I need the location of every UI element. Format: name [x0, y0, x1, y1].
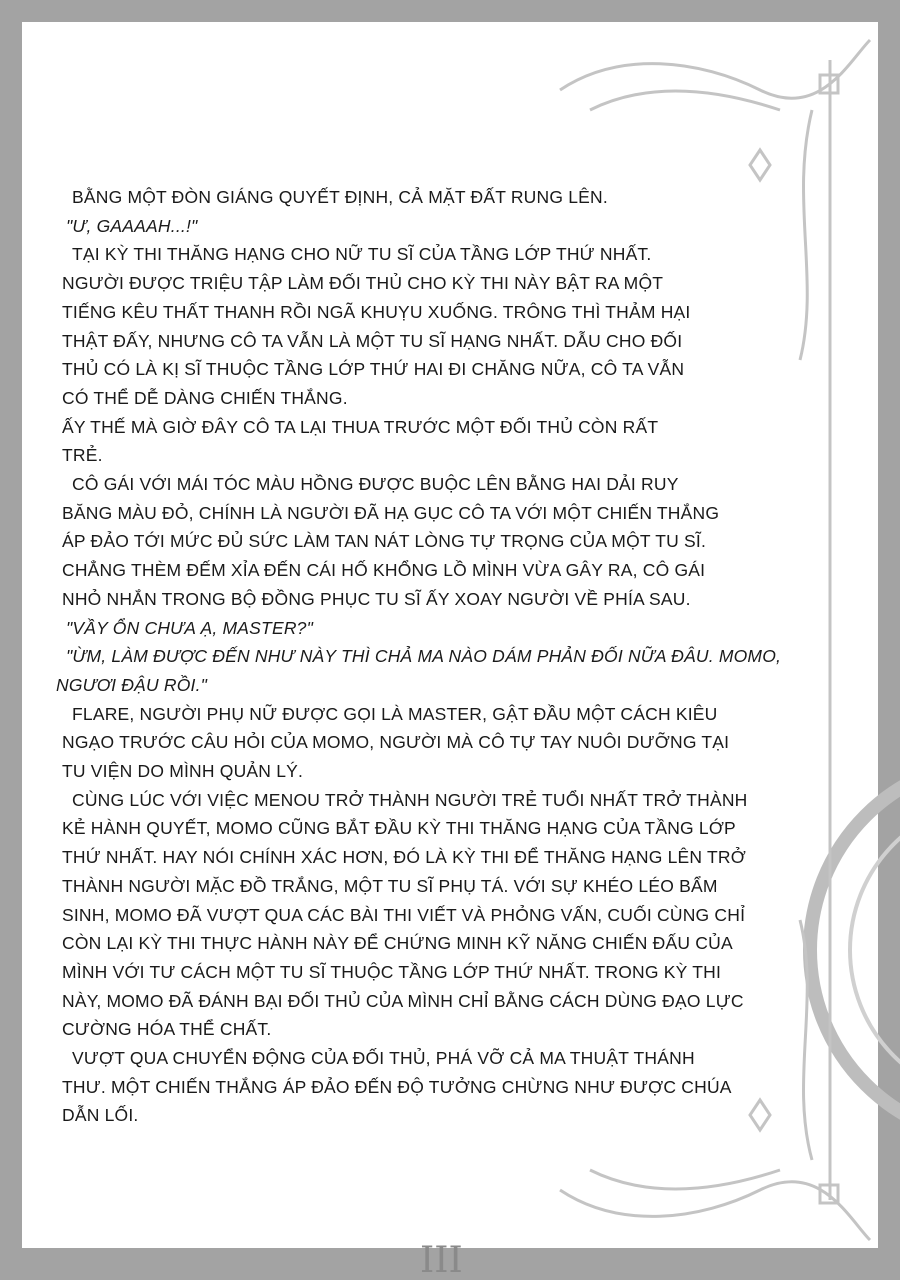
text-line: CÔ GÁI VỚI MÁI TÓC MÀU HỒNG ĐƯỢC BUỘC LÊN BẰNG HAI DẢI RUY [72, 474, 679, 494]
text-line: CÒN LẠI KỲ THI THỰC HÀNH NÀY ĐỂ CHỨNG MINH KỸ NĂNG CHIẾN ĐẤU CỦA [62, 933, 733, 953]
text-line: THƯ. MỘT CHIẾN THẮNG ÁP ĐẢO ĐẾN ĐỘ TƯỞNG CHỪNG NHƯ ĐƯỢC CHÚA [62, 1077, 732, 1097]
text-line: ÁP ĐẢO TỚI MỨC ĐỦ SỨC LÀM TAN NÁT LÒNG TỰ TRỌNG CỦA MỘT TU SĨ. [62, 531, 707, 551]
text-line: NGƯỜI ĐƯỢC TRIỆU TẬP LÀM ĐỐI THỦ CHO KỲ THI NÀY BẬT RA MỘT [62, 273, 664, 293]
text-line: CÓ THỂ DỄ DÀNG CHIẾN THẮNG. [62, 388, 348, 408]
text-line: THỦ CÓ LÀ KỊ SĨ THUỘC TẦNG LỚP THỨ HAI ĐI CHĂNG NỮA, CÔ TA VẪN [62, 359, 685, 379]
text-line: THỨ NHẤT. HAY NÓI CHÍNH XÁC HƠN, ĐÓ LÀ KỲ THI ĐỂ THĂNG HẠNG LÊN TRỞ [62, 847, 746, 867]
clock-numeral: III [420, 1240, 463, 1280]
text-line: "VẦY ỔN CHƯA Ạ, MASTER?" [66, 618, 313, 638]
text-line: CHẲNG THÈM ĐẾM XỈA ĐẾN CÁI HỐ KHỔNG LỒ MÌNH VỪA GÂY RA, CÔ GÁI [62, 560, 706, 580]
text-line: TU VIỆN DO MÌNH QUẢN LÝ. [62, 761, 304, 781]
text-line: NGẠO TRƯỚC CÂU HỎI CỦA MOMO, NGƯỜI MÀ CÔ TỰ TAY NUÔI DƯỠNG TẠI [62, 732, 730, 752]
text-line: CƯỜNG HÓA THỂ CHẤT. [62, 1019, 272, 1039]
text-line: TẠI KỲ THI THĂNG HẠNG CHO NỮ TU SĨ CỦA TẦNG LỚP THỨ NHẤT. [72, 244, 652, 264]
text-line: NGƯƠI ĐẬU RỒI." [56, 675, 208, 695]
text-line: TRẺ. [62, 445, 103, 465]
text-line: NHỎ NHẮN TRONG BỘ ĐỒNG PHỤC TU SĨ ẤY XOAY NGƯỜI VỀ PHÍA SAU. [62, 589, 691, 609]
text-line: FLARE, NGƯỜI PHỤ NỮ ĐƯỢC GỌI LÀ MASTER, GẬT ĐẦU MỘT CÁCH KIÊU [72, 704, 718, 724]
text-line: CÙNG LÚC VỚI VIỆC MENOU TRỞ THÀNH NGƯỜI TRẺ TUỔI NHẤT TRỞ THÀNH [72, 790, 748, 810]
text-line: "ỪM, LÀM ĐƯỢC ĐẾN NHƯ NÀY THÌ CHẢ MA NÀO DÁM PHẢN ĐỐI NỮA ĐÂU. MOMO, [66, 646, 782, 666]
text-line: "Ư, GAAAAH...!" [66, 216, 198, 236]
text-line: TIẾNG KÊU THẤT THANH RỒI NGÃ KHUỴU XUỐNG. TRÔNG THÌ THẢM HẠI [62, 302, 691, 322]
text-line: THÀNH NGƯỜI MẶC ĐỒ TRẮNG, MỘT TU SĨ PHỤ TÁ. VỚI SỰ KHÉO LÉO BẨM [62, 876, 718, 896]
text-line: NÀY, MOMO ĐÃ ĐÁNH BẠI ĐỐI THỦ CỦA MÌNH CHỈ BẰNG CÁCH DÙNG ĐẠO LỰC [62, 991, 744, 1011]
text-line: DẪN LỐI. [62, 1105, 139, 1125]
text-line: MÌNH VỚI TƯ CÁCH MỘT TU SĨ THUỘC TẦNG LỚP THỨ NHẤT. TRONG KỲ THI [62, 962, 722, 982]
text-line: SINH, MOMO ĐÃ VƯỢT QUA CÁC BÀI THI VIẾT VÀ PHỎNG VẤN, CUỐI CÙNG CHỈ [62, 905, 746, 925]
text-line: THẬT ĐẤY, NHƯNG CÔ TA VẪN LÀ MỘT TU SĨ HẠNG NHẤT. DẪU CHO ĐỐI [62, 331, 683, 351]
text-line: BẰNG MỘT ĐÒN GIÁNG QUYẾT ĐỊNH, CẢ MẶT ĐẤT RUNG LÊN. [72, 187, 608, 207]
text-line: VƯỢT QUA CHUYỂN ĐỘNG CỦA ĐỐI THỦ, PHÁ VỠ CẢ MA THUẬT THÁNH [72, 1048, 695, 1068]
text-line: ẤY THẾ MÀ GIỜ ĐÂY CÔ TA LẠI THUA TRƯỚC MỘT ĐỐI THỦ CÒN RẤT [62, 417, 659, 437]
text-line: BĂNG MÀU ĐỎ, CHÍNH LÀ NGƯỜI ĐÃ HẠ GỤC CÔ TA VỚI MỘT CHIẾN THẮNG [62, 503, 720, 523]
text-line: KẺ HÀNH QUYẾT, MOMO CŨNG BẮT ĐẦU KỲ THI THĂNG HẠNG CỦA TẦNG LỚP [62, 818, 736, 838]
